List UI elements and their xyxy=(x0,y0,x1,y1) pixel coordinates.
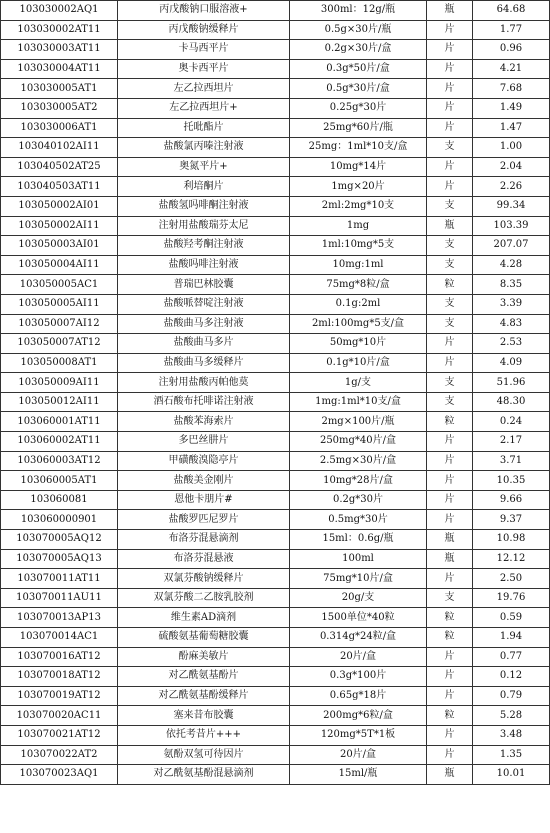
drug-unit-cell: 片 xyxy=(427,432,473,452)
drug-price-cell: 3.48 xyxy=(473,725,550,745)
drug-code-cell: 103070011AT11 xyxy=(1,569,118,589)
drug-spec-cell: 0.5g×30片/瓶 xyxy=(290,20,427,40)
drug-unit-cell: 片 xyxy=(427,157,473,177)
table-row xyxy=(1,157,550,177)
drug-price-cell: 10.01 xyxy=(473,765,550,785)
table-row xyxy=(1,236,550,256)
drug-spec-cell: 20片/盒 xyxy=(290,745,427,765)
drug-unit-cell: 片 xyxy=(427,647,473,667)
table-row xyxy=(1,549,550,569)
drug-spec-cell: 0.65g*18片 xyxy=(290,686,427,706)
table-row xyxy=(1,530,550,550)
table-row xyxy=(1,177,550,197)
drug-unit-cell: 支 xyxy=(427,196,473,216)
table-row xyxy=(1,59,550,79)
drug-name-cell: 卡马西平片 xyxy=(118,40,290,60)
drug-unit-cell: 片 xyxy=(427,490,473,510)
drug-name-cell: 丙戊酸钠口服溶液+ xyxy=(118,1,290,21)
table-row xyxy=(1,196,550,216)
drug-name-cell: 对乙酰氨基酚片 xyxy=(118,667,290,687)
drug-unit-cell: 瓶 xyxy=(427,530,473,550)
drug-name-cell: 布洛芬混悬滴剂 xyxy=(118,530,290,550)
drug-unit-cell: 粒 xyxy=(427,628,473,648)
drug-unit-cell: 粒 xyxy=(427,706,473,726)
drug-price-cell: 1.47 xyxy=(473,118,550,138)
drug-spec-cell: 1ml:10mg*5支 xyxy=(290,236,427,256)
table-row xyxy=(1,765,550,785)
drug-code-cell: 103060000901 xyxy=(1,510,118,530)
table-row xyxy=(1,255,550,275)
table-row xyxy=(1,20,550,40)
drug-code-cell: 103070016AT12 xyxy=(1,647,118,667)
drug-price-cell: 51.96 xyxy=(473,373,550,393)
table-row xyxy=(1,686,550,706)
drug-code-cell: 103040102AI11 xyxy=(1,138,118,158)
drug-price-cell: 0.79 xyxy=(473,686,550,706)
drug-unit-cell: 片 xyxy=(427,725,473,745)
drug-spec-cell: 1mg×20片 xyxy=(290,177,427,197)
drug-unit-cell: 支 xyxy=(427,236,473,256)
table-row xyxy=(1,647,550,667)
drug-name-cell: 丙戊酸钠缓释片 xyxy=(118,20,290,40)
drug-code-cell: 103060003AT12 xyxy=(1,451,118,471)
drug-code-cell: 103030006AT1 xyxy=(1,118,118,138)
drug-price-cell: 4.28 xyxy=(473,255,550,275)
drug-unit-cell: 片 xyxy=(427,667,473,687)
drug-name-cell: 注射用盐酸丙帕他莫 xyxy=(118,373,290,393)
drug-name-cell: 盐酸羟考酮注射液 xyxy=(118,236,290,256)
drug-spec-cell: 15ml：0.6g/瓶 xyxy=(290,530,427,550)
drug-spec-cell: 25mg：1ml*10支/盒 xyxy=(290,138,427,158)
drug-name-cell: 盐酸曲马多片 xyxy=(118,334,290,354)
table-row xyxy=(1,40,550,60)
drug-price-cell: 2.26 xyxy=(473,177,550,197)
drug-name-cell: 左乙拉西坦片 xyxy=(118,79,290,99)
drug-price-cell: 8.35 xyxy=(473,275,550,295)
drug-spec-cell: 0.2g×30片/盒 xyxy=(290,40,427,60)
drug-code-cell: 103030005AT1 xyxy=(1,79,118,99)
drug-price-cell: 2.04 xyxy=(473,157,550,177)
drug-name-cell: 对乙酰氨基酚缓释片 xyxy=(118,686,290,706)
drug-code-cell: 103070005AQ12 xyxy=(1,530,118,550)
drug-spec-cell: 0.1g:2ml xyxy=(290,294,427,314)
table-row xyxy=(1,216,550,236)
drug-unit-cell: 支 xyxy=(427,138,473,158)
drug-price-cell: 103.39 xyxy=(473,216,550,236)
drug-price-cell: 1.77 xyxy=(473,20,550,40)
drug-price-cell: 99.34 xyxy=(473,196,550,216)
table-row xyxy=(1,628,550,648)
drug-code-cell: 103030005AT2 xyxy=(1,98,118,118)
table-row xyxy=(1,334,550,354)
table-body xyxy=(1,1,550,785)
drug-code-cell: 103050002AI01 xyxy=(1,196,118,216)
drug-name-cell: 盐酸苯海索片 xyxy=(118,412,290,432)
drug-spec-cell: 200mg*6粒/盒 xyxy=(290,706,427,726)
drug-unit-cell: 瓶 xyxy=(427,549,473,569)
drug-price-cell: 4.83 xyxy=(473,314,550,334)
table-row xyxy=(1,608,550,628)
table-row xyxy=(1,275,550,295)
drug-spec-cell: 75mg*10片/盒 xyxy=(290,569,427,589)
drug-code-cell: 103050008AT1 xyxy=(1,353,118,373)
drug-code-cell: 103070020AC11 xyxy=(1,706,118,726)
drug-price-cell: 9.66 xyxy=(473,490,550,510)
table-row xyxy=(1,706,550,726)
drug-name-cell: 奥卡西平片 xyxy=(118,59,290,79)
drug-spec-cell: 0.25g*30片 xyxy=(290,98,427,118)
drug-code-cell: 103030003AT11 xyxy=(1,40,118,60)
drug-unit-cell: 片 xyxy=(427,745,473,765)
drug-name-cell: 盐酸曲马多缓释片 xyxy=(118,353,290,373)
drug-price-cell: 2.17 xyxy=(473,432,550,452)
drug-code-cell: 103070019AT12 xyxy=(1,686,118,706)
drug-unit-cell: 片 xyxy=(427,98,473,118)
drug-unit-cell: 片 xyxy=(427,177,473,197)
drug-unit-cell: 支 xyxy=(427,314,473,334)
drug-unit-cell: 支 xyxy=(427,392,473,412)
table-row xyxy=(1,471,550,491)
drug-price-cell: 207.07 xyxy=(473,236,550,256)
drug-name-cell: 硫酸氨基葡萄糖胶囊 xyxy=(118,628,290,648)
drug-unit-cell: 片 xyxy=(427,59,473,79)
drug-price-cell: 10.35 xyxy=(473,471,550,491)
drug-spec-cell: 0.1g*10片/盒 xyxy=(290,353,427,373)
drug-code-cell: 103050007AI12 xyxy=(1,314,118,334)
drug-price-cell: 2.53 xyxy=(473,334,550,354)
drug-price-cell: 5.28 xyxy=(473,706,550,726)
drug-name-cell: 盐酸氯丙嗪注射液 xyxy=(118,138,290,158)
drug-price-cell: 0.12 xyxy=(473,667,550,687)
drug-name-cell: 维生素AD滴剂 xyxy=(118,608,290,628)
drug-code-cell: 103030004AT11 xyxy=(1,59,118,79)
drug-spec-cell: 1g/支 xyxy=(290,373,427,393)
table-row xyxy=(1,373,550,393)
drug-unit-cell: 瓶 xyxy=(427,1,473,21)
drug-name-cell: 双氯芬酸二乙胺乳胶剂 xyxy=(118,588,290,608)
table-row xyxy=(1,490,550,510)
drug-spec-cell: 10mg*28片/盒 xyxy=(290,471,427,491)
drug-unit-cell: 片 xyxy=(427,569,473,589)
drug-code-cell: 103050003AI01 xyxy=(1,236,118,256)
drug-code-cell: 103060002AT11 xyxy=(1,432,118,452)
drug-spec-cell: 0.3g*100片 xyxy=(290,667,427,687)
table-row xyxy=(1,79,550,99)
drug-spec-cell: 20片/盒 xyxy=(290,647,427,667)
drug-code-cell: 103050005AC1 xyxy=(1,275,118,295)
drug-code-cell: 103060081 xyxy=(1,490,118,510)
drug-spec-cell: 300ml：12g/瓶 xyxy=(290,1,427,21)
drug-code-cell: 103050009AI11 xyxy=(1,373,118,393)
drug-unit-cell: 片 xyxy=(427,40,473,60)
drug-spec-cell: 25mg*60片/瓶 xyxy=(290,118,427,138)
table-row xyxy=(1,314,550,334)
drug-spec-cell: 250mg*40片/盒 xyxy=(290,432,427,452)
drug-price-cell: 10.98 xyxy=(473,530,550,550)
table-row xyxy=(1,353,550,373)
drug-spec-cell: 2mg×100片/瓶 xyxy=(290,412,427,432)
drug-spec-cell: 2ml:2mg*10支 xyxy=(290,196,427,216)
drug-name-cell: 布洛芬混悬液 xyxy=(118,549,290,569)
drug-price-cell: 1.49 xyxy=(473,98,550,118)
drug-code-cell: 103050002AI11 xyxy=(1,216,118,236)
drug-name-cell: 酚麻美敏片 xyxy=(118,647,290,667)
drug-unit-cell: 片 xyxy=(427,334,473,354)
drug-unit-cell: 支 xyxy=(427,294,473,314)
drug-unit-cell: 瓶 xyxy=(427,765,473,785)
drug-spec-cell: 2ml:100mg*5支/盒 xyxy=(290,314,427,334)
drug-price-cell: 3.39 xyxy=(473,294,550,314)
drug-code-cell: 103030002AQ1 xyxy=(1,1,118,21)
table-row xyxy=(1,138,550,158)
drug-unit-cell: 片 xyxy=(427,20,473,40)
drug-spec-cell: 1mg xyxy=(290,216,427,236)
drug-unit-cell: 片 xyxy=(427,353,473,373)
drug-name-cell: 多巴丝肼片 xyxy=(118,432,290,452)
drug-spec-cell: 20g/支 xyxy=(290,588,427,608)
drug-price-cell: 1.94 xyxy=(473,628,550,648)
table-row xyxy=(1,588,550,608)
drug-name-cell: 奥氮平片+ xyxy=(118,157,290,177)
drug-code-cell: 103030002AT11 xyxy=(1,20,118,40)
drug-code-cell: 103070023AQ1 xyxy=(1,765,118,785)
drug-code-cell: 103050012AI11 xyxy=(1,392,118,412)
drug-price-cell: 1.35 xyxy=(473,745,550,765)
drug-spec-cell: 1mg:1ml*10支/盒 xyxy=(290,392,427,412)
drug-name-cell: 塞来昔布胶囊 xyxy=(118,706,290,726)
drug-spec-cell: 120mg*5T*1板 xyxy=(290,725,427,745)
drug-price-cell: 12.12 xyxy=(473,549,550,569)
drug-price-cell: 48.30 xyxy=(473,392,550,412)
drug-unit-cell: 片 xyxy=(427,471,473,491)
drug-spec-cell: 2.5mg×30片/盒 xyxy=(290,451,427,471)
drug-price-cell: 1.00 xyxy=(473,138,550,158)
drug-name-cell: 盐酸罗匹尼罗片 xyxy=(118,510,290,530)
table-row xyxy=(1,745,550,765)
drug-code-cell: 103060005AT1 xyxy=(1,471,118,491)
drug-name-cell: 盐酸吗啡注射液 xyxy=(118,255,290,275)
drug-code-cell: 103070013AP13 xyxy=(1,608,118,628)
table-row xyxy=(1,294,550,314)
drug-name-cell: 盐酸曲马多注射液 xyxy=(118,314,290,334)
table-row xyxy=(1,98,550,118)
drug-unit-cell: 片 xyxy=(427,510,473,530)
drug-name-cell: 托吡酯片 xyxy=(118,118,290,138)
drug-code-cell: 103070005AQ13 xyxy=(1,549,118,569)
drug-code-cell: 103070011AU11 xyxy=(1,588,118,608)
drug-code-cell: 103070021AT12 xyxy=(1,725,118,745)
drug-name-cell: 氨酚双氢可待因片 xyxy=(118,745,290,765)
table-row xyxy=(1,392,550,412)
drug-price-cell: 0.24 xyxy=(473,412,550,432)
drug-code-cell: 103070018AT12 xyxy=(1,667,118,687)
drug-name-cell: 左乙拉西坦片+ xyxy=(118,98,290,118)
table-row xyxy=(1,432,550,452)
drug-unit-cell: 片 xyxy=(427,118,473,138)
drug-spec-cell: 10mg:1ml xyxy=(290,255,427,275)
drug-name-cell: 普瑞巴林胶囊 xyxy=(118,275,290,295)
drug-unit-cell: 片 xyxy=(427,451,473,471)
drug-spec-cell: 0.3g*50片/盒 xyxy=(290,59,427,79)
drug-unit-cell: 支 xyxy=(427,588,473,608)
drug-price-cell: 19.76 xyxy=(473,588,550,608)
drug-price-cell: 0.77 xyxy=(473,647,550,667)
drug-spec-cell: 100ml xyxy=(290,549,427,569)
table-row xyxy=(1,667,550,687)
drug-spec-cell: 50mg*10片 xyxy=(290,334,427,354)
drug-name-cell: 甲磺酸溴隐亭片 xyxy=(118,451,290,471)
table-row xyxy=(1,510,550,530)
drug-name-cell: 盐酸哌替啶注射液 xyxy=(118,294,290,314)
table-row xyxy=(1,569,550,589)
drug-name-cell: 恩他卡朋片# xyxy=(118,490,290,510)
drug-price-cell: 2.50 xyxy=(473,569,550,589)
drug-price-cell: 0.59 xyxy=(473,608,550,628)
drug-name-cell: 酒石酸布托啡诺注射液 xyxy=(118,392,290,412)
drug-code-cell: 103040503AT11 xyxy=(1,177,118,197)
drug-price-cell: 9.37 xyxy=(473,510,550,530)
drug-code-cell: 103060001AT11 xyxy=(1,412,118,432)
drug-price-cell: 64.68 xyxy=(473,1,550,21)
drug-code-cell: 103050004AI11 xyxy=(1,255,118,275)
drug-spec-cell: 0.5g*30片/盒 xyxy=(290,79,427,99)
drug-name-cell: 盐酸美金刚片 xyxy=(118,471,290,491)
drug-code-cell: 103050005AI11 xyxy=(1,294,118,314)
drug-unit-cell: 粒 xyxy=(427,412,473,432)
drug-code-cell: 103050007AT12 xyxy=(1,334,118,354)
drug-name-cell: 利培酮片 xyxy=(118,177,290,197)
drug-unit-cell: 支 xyxy=(427,373,473,393)
drug-name-cell: 依托考昔片+++ xyxy=(118,725,290,745)
drug-name-cell: 对乙酰氨基酚混悬滴剂 xyxy=(118,765,290,785)
drug-name-cell: 盐酸氢吗啡酮注射液 xyxy=(118,196,290,216)
drug-unit-cell: 瓶 xyxy=(427,216,473,236)
table-row xyxy=(1,451,550,471)
drug-spec-cell: 75mg*8粒/盒 xyxy=(290,275,427,295)
drug-price-cell: 4.21 xyxy=(473,59,550,79)
drug-unit-cell: 片 xyxy=(427,79,473,99)
drug-spec-cell: 0.2g*30片 xyxy=(290,490,427,510)
table-row xyxy=(1,1,550,21)
drug-spec-cell: 0.5mg*30片 xyxy=(290,510,427,530)
drug-spec-cell: 15ml/瓶 xyxy=(290,765,427,785)
drug-price-cell: 0.96 xyxy=(473,40,550,60)
drug-price-cell: 7.68 xyxy=(473,79,550,99)
drug-price-cell: 3.71 xyxy=(473,451,550,471)
table-row xyxy=(1,118,550,138)
drug-spec-cell: 0.314g*24粒/盒 xyxy=(290,628,427,648)
drug-name-cell: 双氯芬酸钠缓释片 xyxy=(118,569,290,589)
drug-unit-cell: 支 xyxy=(427,255,473,275)
drug-spec-cell: 10mg*14片 xyxy=(290,157,427,177)
table-row xyxy=(1,725,550,745)
drug-unit-cell: 片 xyxy=(427,686,473,706)
drug-code-cell: 103040502AT25 xyxy=(1,157,118,177)
drug-price-cell: 4.09 xyxy=(473,353,550,373)
drug-name-cell: 注射用盐酸瑞芬太尼 xyxy=(118,216,290,236)
drug-unit-cell: 粒 xyxy=(427,608,473,628)
drug-code-cell: 103070022AT2 xyxy=(1,745,118,765)
drug-code-cell: 103070014AC1 xyxy=(1,628,118,648)
table-row xyxy=(1,412,550,432)
drug-unit-cell: 粒 xyxy=(427,275,473,295)
drug-spec-cell: 1500单位*40粒 xyxy=(290,608,427,628)
